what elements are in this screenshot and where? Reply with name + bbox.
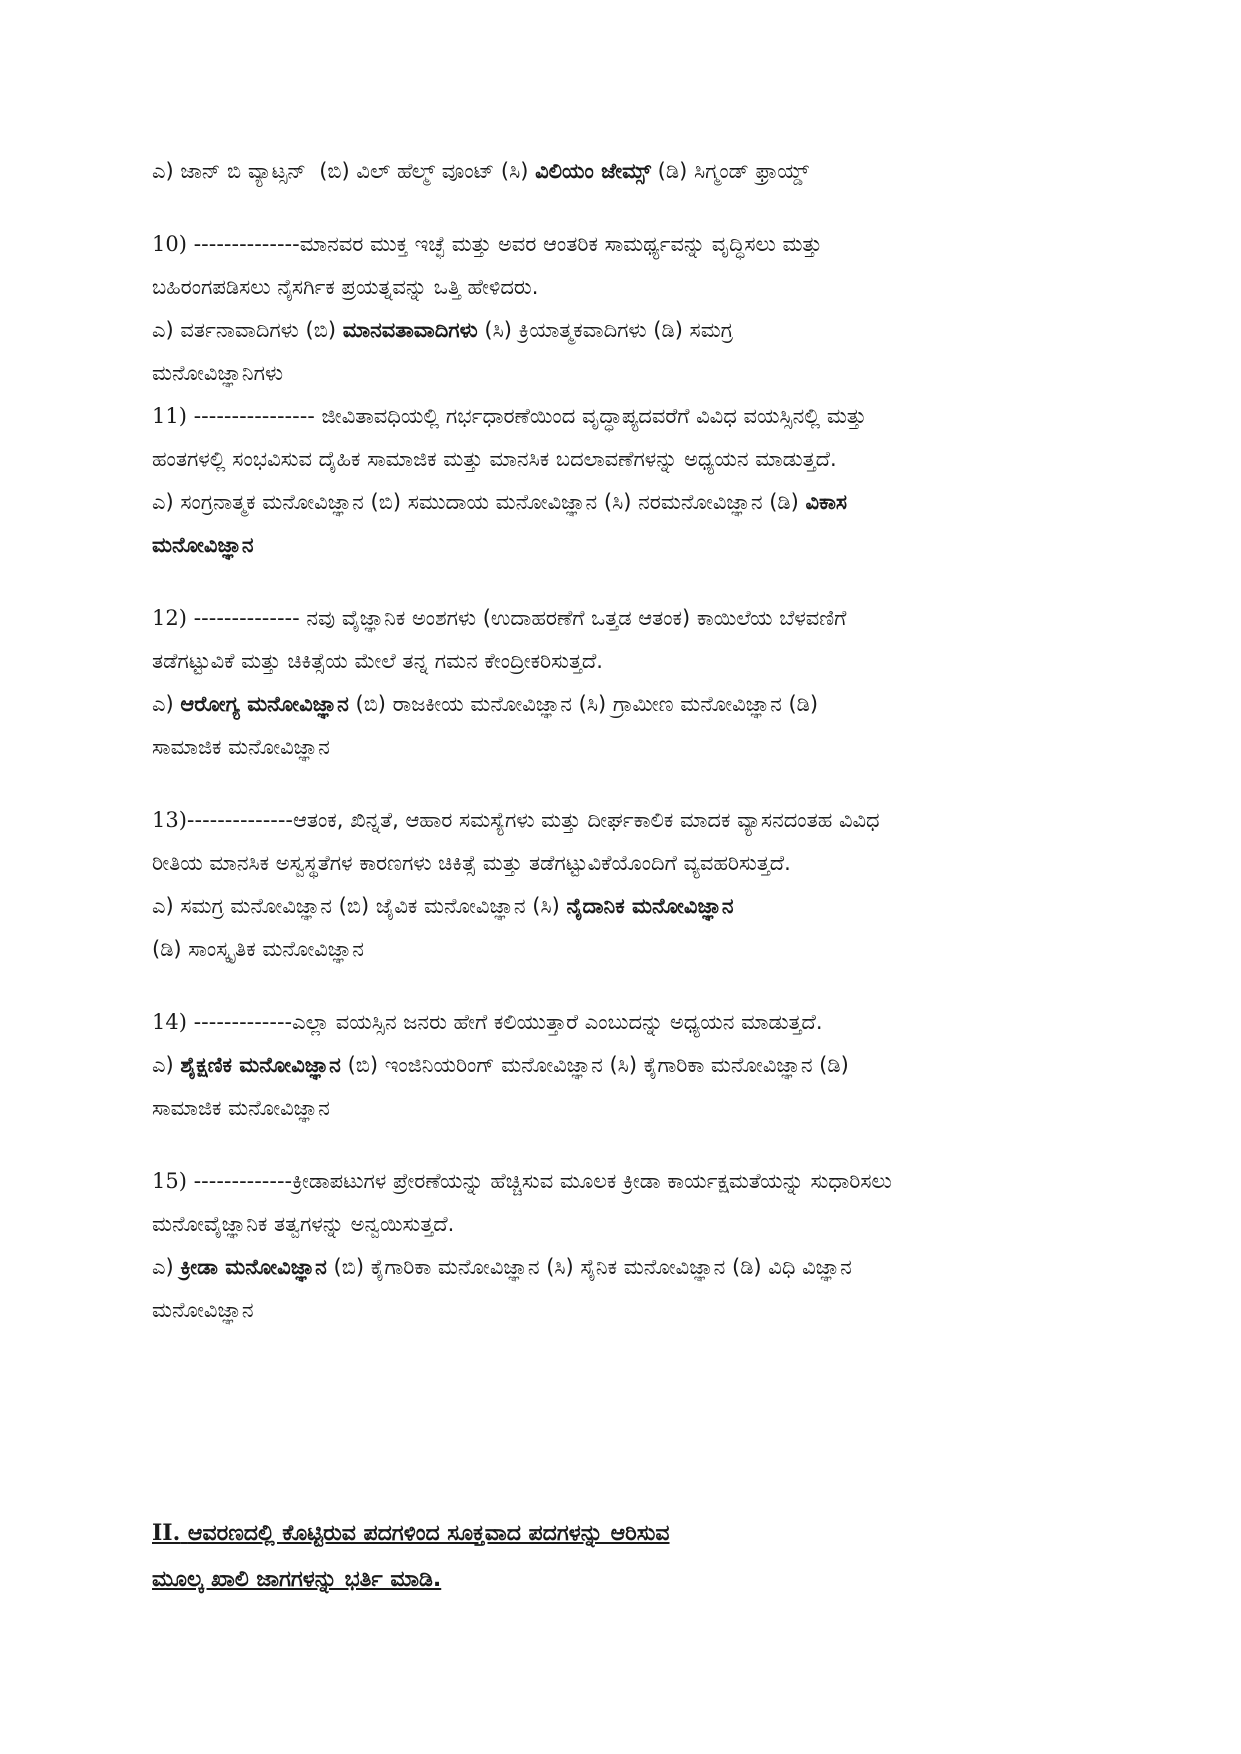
q15-options-bcd: (ಬಿ) ಕೈಗಾರಿಕಾ ಮನೋವಿಜ್ಞಾನ (ಸಿ) ಸೈನಿಕ ಮನೋವಿಜ್ಞಾನ (ಡಿ) ವಿಧಿ ವಿಜ್ಞಾನ [333,1255,852,1279]
q13-text-line1: ಆತಂಕ, ಖಿನ್ನತೆ, ಆಹಾರ ಸಮಸ್ಯೆಗಳು ಮತ್ತು ದೀರ್ಘಕಾಲಿಕ ಮಾದಕ ವ್ಯಾಸನದಂತಹ ವಿವಿಧ [293,808,880,832]
q14-option-a-answer: ಶೈಕ್ಷಣಿಕ ಮನೋವಿಜ್ಞಾನ [180,1053,341,1077]
q15-text-line2: ಮನೋವೈಜ್ಞಾನಿಕ ತತ್ವಗಳನ್ನು ಅನ್ವಯಿಸುತ್ತದೆ. [152,1212,455,1236]
question-14 [152,1001,1112,1130]
q9-option-a-label: ಎ) [152,159,174,183]
q10-option-a: ಎ) ವರ್ತನಾವಾದಿಗಳು [152,318,299,342]
q13-number: 13) [152,808,187,832]
q13-blank: -------------- [186,808,294,832]
section-2-heading [152,1510,1112,1603]
q13-options-ab: ಎ) ಸಮಗ್ರ ಮನೋವಿಜ್ಞಾನ (ಬಿ) ಜೈವಿಕ ಮನೋವಿಜ್ಞಾನ [152,894,526,918]
section-2-number: II. [152,1520,181,1546]
q10-option-d: (ಡಿ) ಸಮಗ್ರ [653,318,733,342]
section-2-heading-line1: ಆವರಣದಲ್ಲಿ ಕೊಟ್ಟಿರುವ ಪದಗಳಿಂದ ಸೂಕ್ತವಾದ ಪದಗಳನ್ನು ಆರಿಸುವ [187,1521,670,1546]
q11-text-line1: ಜೀವಿತಾವಧಿಯಲ್ಲಿ ಗರ್ಭಧಾರಣೆಯಿಂದ ವೃದ್ಧಾಪ್ಯದವರೆಗೆ ವಿವಿಧ ವಯಸ್ಸಿನಲ್ಲಿ ಮತ್ತು [321,404,867,428]
q9-option-a: ಜಾನ್ ಬಿ ವ್ಯಾಟ್ಸನ್ [180,159,306,183]
question-13 [152,799,1112,971]
q12-option-a-label: ಎ) [152,692,174,716]
document-page [152,150,1112,1332]
q10-option-c: (ಸಿ) ಕ್ರಿಯಾತ್ಮಕವಾದಿಗಳು [484,318,647,342]
q15-blank: ------------- [193,1169,293,1193]
q9-option-c-answer: ವಿಲಿಯಂ ಜೇಮ್ಸ್ [535,159,651,183]
q9-option-b: ವಿಲ್ ಹೆಲ್ಮ್ ವೂಂಟ್ [356,159,495,183]
question-15 [152,1160,1112,1332]
q10-blank: -------------- [193,232,300,256]
q14-blank: ------------- [193,1010,293,1034]
q14-text-line1: ಎಲ್ಲಾ ವಯಸ್ಸಿನ ಜನರು ಹೇಗೆ ಕಲಿಯುತ್ತಾರೆ ಎಂಬುದನ್ನು ಅಧ್ಯಯನ ಮಾಡುತ್ತದೆ. [292,1010,823,1034]
q9-options [152,150,1112,193]
question-12 [152,597,1112,769]
question-11 [152,395,1112,567]
q9-option-c-label: (ಸಿ) [500,159,529,183]
q14-option-d-cont: ಸಾಮಾಜಿಕ ಮನೋವಿಜ್ಞಾನ [152,1096,330,1120]
q10-text-line1: ಮಾನವರ ಮುಕ್ತ ಇಚ್ಛೆ ಮತ್ತು ಅವರ ಆಂತರಿಕ ಸಾಮರ್ಥ್ಯವನ್ನು ವೃದ್ಧಿಸಲು ಮತ್ತು [299,232,823,256]
q10-option-b-label: (ಬಿ) [305,318,337,342]
q12-blank: -------------- [193,606,300,630]
q12-number: 12) [152,606,187,630]
q14-option-a-label: ಎ) [152,1053,174,1077]
q11-number: 11) [152,404,187,428]
q14-number: 14) [152,1010,187,1034]
q12-text-line1: ನವು ವೈಜ್ಞಾನಿಕ ಅಂಶಗಳು (ಉದಾಹರಣೆಗೆ ಒತ್ತಡ ಆತಂಕ) ಕಾಯಿಲೆಯ ಬೆಳವಣಿಗೆ [306,606,847,630]
q12-options-bcd: (ಬಿ) ರಾಜಕೀಯ ಮನೋವಿಜ್ಞಾನ (ಸಿ) ಗ್ರಾಮೀಣ ಮನೋವಿಜ್ಞಾನ (ಡಿ) [355,692,819,716]
q15-option-a-answer: ಕ್ರೀಡಾ ಮನೋವಿಜ್ಞಾನ [180,1255,327,1279]
q12-option-a-answer: ಆರೋಗ್ಯ ಮನೋವಿಜ್ಞಾನ [180,692,349,716]
question-10 [152,223,1112,395]
q9-option-d-label: (ಡಿ) [657,159,688,183]
q10-option-b-answer: ಮಾನವತಾವಾದಿಗಳು [342,318,478,342]
q11-options-abc: ಎ) ಸಂಗ್ರನಾತ್ಮಕ ಮನೋವಿಜ್ಞಾನ (ಬಿ) ಸಮುದಾಯ ಮನೋವಿಜ್ಞಾನ (ಸಿ) ನರಮನೋವಿಜ್ಞಾನ [152,490,763,514]
q11-blank: ---------------- [193,404,315,428]
q11-option-d-answer: ವಿಕಾಸ [805,490,848,514]
q15-text-line1: ಕ್ರೀಡಾಪಟುಗಳ ಪ್ರೇರಣೆಯನ್ನು ಹೆಚ್ಚಿಸುವ ಮೂಲಕ ಕ್ರೀಡಾ ಕಾರ್ಯಕ್ಷಮತೆಯನ್ನು ಸುಧಾರಿಸಲು [292,1169,892,1193]
q9-option-b-label: (ಬಿ) [319,159,350,183]
q13-option-c-answer: ನೈದಾನಿಕ ಮನೋವಿಜ್ಞಾನ [566,894,734,918]
q10-option-d-cont: ಮನೋವಿಜ್ಞಾನಿಗಳು [152,361,284,385]
q10-text-line2: ಬಹಿರಂಗಪಡಿಸಲು ನೈಸರ್ಗಿಕ ಪ್ರಯತ್ನವನ್ನು ಒತ್ತಿ ಹೇಳಿದರು. [152,275,539,299]
q14-options-bcd: (ಬಿ) ಇಂಜಿನಿಯರಿಂಗ್ ಮನೋವಿಜ್ಞಾನ (ಸಿ) ಕೈಗಾರಿಕಾ ಮನೋವಿಜ್ಞಾನ (ಡಿ) [347,1053,849,1077]
q15-option-d-cont: ಮನೋವಿಜ್ಞಾನ [152,1298,254,1322]
q15-number: 15) [152,1169,187,1193]
q11-option-d-label: (ಡಿ) [769,490,799,514]
q13-option-c-label: (ಸಿ) [532,894,560,918]
q10-number: 10) [152,232,187,256]
q12-option-d-cont: ಸಾಮಾಜಿಕ ಮನೋವಿಜ್ಞಾನ [152,735,330,759]
section-2-heading-line2: ಮೂಲ್ಕ ಖಾಲಿ ಜಾಗಗಳನ್ನು ಭರ್ತಿ ಮಾಡಿ. [152,1567,442,1592]
q9-option-d: ಸಿಗ್ಮಂಡ್ ಫ್ರಾಯ್ಡ್ [693,159,809,183]
q15-option-a-label: ಎ) [152,1255,174,1279]
q12-text-line2: ತಡೆಗಟ್ಟುವಿಕೆ ಮತ್ತು ಚಿಕಿತ್ಸೆಯ ಮೇಲೆ ತನ್ನ ಗಮನ ಕೇಂದ್ರೀಕರಿಸುತ್ತದೆ. [152,649,603,673]
q13-text-line2: ರೀತಿಯ ಮಾನಸಿಕ ಅಸ್ವಸ್ಥತೆಗಳ ಕಾರಣಗಳು ಚಿಕಿತ್ಸೆ ಮತ್ತು ತಡೆಗಟ್ಟುವಿಕೆಯೊಂದಿಗೆ ವ್ಯವಹರಿಸುತ್ತದೆ. [152,851,791,875]
q11-text-line2: ಹಂತಗಳಲ್ಲಿ ಸಂಭವಿಸುವ ದೈಹಿಕ ಸಾಮಾಜಿಕ ಮತ್ತು ಮಾನಸಿಕ ಬದಲಾವಣೆಗಳನ್ನು ಅಧ್ಯಯನ ಮಾಡುತ್ತದೆ. [152,447,837,471]
q11-option-d-answer-cont: ಮನೋವಿಜ್ಞಾನ [152,533,254,557]
q13-option-d: (ಡಿ) ಸಾಂಸ್ಕೃತಿಕ ಮನೋವಿಜ್ಞಾನ [152,937,364,961]
